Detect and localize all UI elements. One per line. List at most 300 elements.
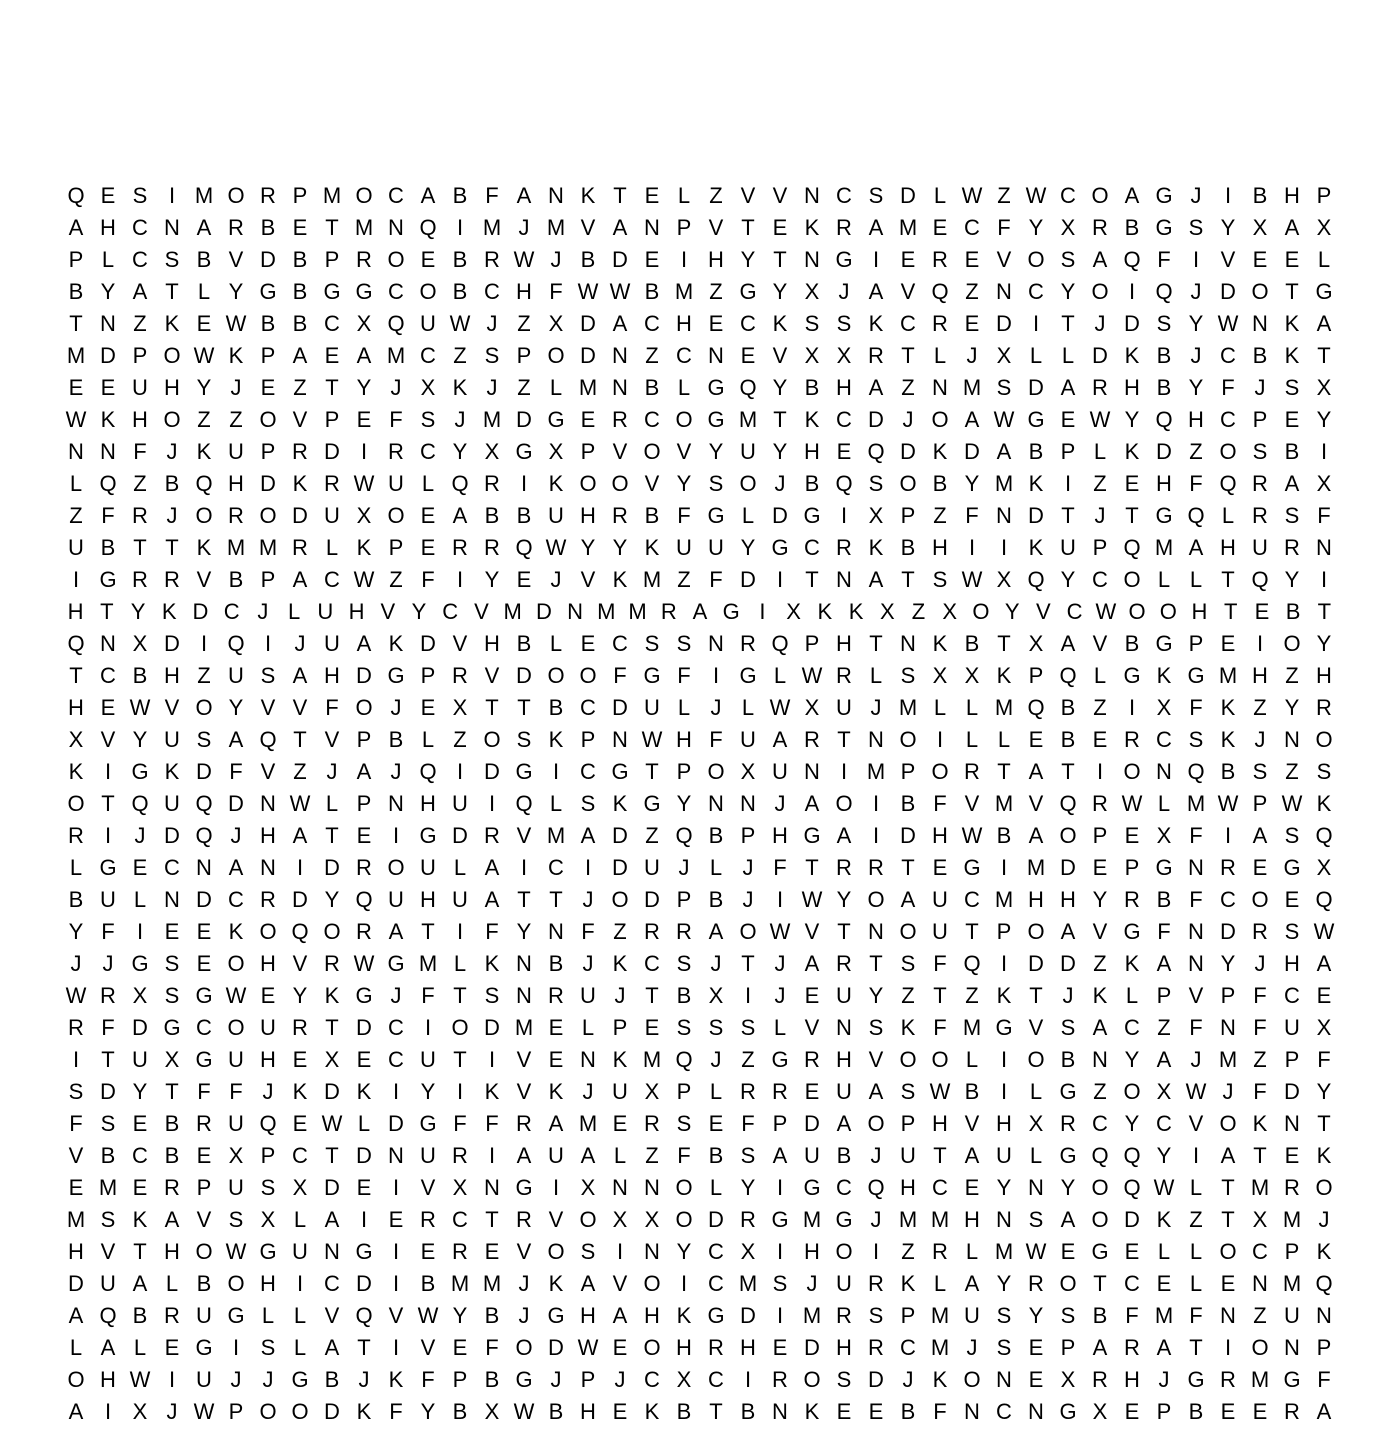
grid-letter: X xyxy=(868,503,884,528)
grid-letter: M xyxy=(1154,1303,1174,1328)
grid-letter: V xyxy=(804,1015,820,1040)
grid-letter: X xyxy=(836,343,852,368)
grid-letter: V xyxy=(1188,983,1204,1008)
grid-letter: G xyxy=(739,279,757,304)
grid-letter: B xyxy=(900,791,916,816)
grid-letter: W xyxy=(961,567,983,592)
grid-letter: M xyxy=(802,1303,822,1328)
grid-letter: S xyxy=(1060,247,1076,272)
grid-letter: Z xyxy=(933,503,947,528)
grid-letter: E xyxy=(804,983,820,1008)
grid-letter: U xyxy=(1060,535,1076,560)
grid-letter: A xyxy=(516,1143,532,1168)
grid-letter: L xyxy=(1189,1239,1203,1264)
grid-letter: R xyxy=(660,599,677,624)
grid-letter: U xyxy=(292,1239,308,1264)
grid-letter: E xyxy=(1092,727,1108,752)
grid-letter: W xyxy=(129,1367,151,1392)
grid-letter: E xyxy=(964,311,980,336)
grid-letter: E xyxy=(836,439,852,464)
grid-letter: A xyxy=(708,919,724,944)
grid-letter: A xyxy=(1316,1399,1332,1424)
grid-letter: B xyxy=(1060,727,1076,752)
grid-letter: R xyxy=(1252,919,1268,944)
grid-letter: C xyxy=(836,183,852,208)
grid-letter: K xyxy=(996,663,1012,688)
grid-letter: U xyxy=(836,983,852,1008)
grid-letter: Y xyxy=(228,695,244,720)
grid-letter: U xyxy=(1284,1303,1300,1328)
grid-letter: U xyxy=(676,535,692,560)
grid-letter: O xyxy=(227,1015,245,1040)
grid-letter: Q xyxy=(67,183,85,208)
grid-letter: V xyxy=(260,695,276,720)
grid-letter: B xyxy=(484,503,500,528)
grid-letter: W xyxy=(225,983,247,1008)
grid-letter: E xyxy=(100,375,116,400)
grid-letter: I xyxy=(360,439,368,464)
grid-letter: Z xyxy=(293,375,307,400)
grid-letter: L xyxy=(677,183,691,208)
grid-letter: H xyxy=(132,407,148,432)
grid-letter: Y xyxy=(1060,1175,1076,1200)
grid-letter: O xyxy=(451,1015,469,1040)
grid-letter: J xyxy=(1254,951,1266,976)
grid-letter: E xyxy=(68,1175,84,1200)
grid-letter: D xyxy=(260,471,276,496)
grid-letter: G xyxy=(515,439,533,464)
grid-letter: K xyxy=(804,1399,820,1424)
grid-row xyxy=(60,1108,1340,1140)
grid-letter: N xyxy=(1156,759,1172,784)
grid-letter: J xyxy=(166,439,178,464)
grid-letter: A xyxy=(1092,1335,1108,1360)
grid-letter: I xyxy=(680,247,688,272)
grid-letter: K xyxy=(848,599,864,624)
grid-letter: U xyxy=(1252,535,1268,560)
grid-letter: J xyxy=(390,759,402,784)
grid-letter: E xyxy=(708,1111,724,1136)
grid-letter: D xyxy=(740,1303,756,1328)
grid-letter: I xyxy=(488,1047,496,1072)
grid-letter: R xyxy=(932,1239,948,1264)
grid-letter: L xyxy=(549,791,563,816)
grid-letter: B xyxy=(260,311,276,336)
grid-letter: O xyxy=(899,919,917,944)
grid-row xyxy=(60,404,1340,436)
grid-letter: O xyxy=(355,183,373,208)
grid-letter: C xyxy=(900,1335,916,1360)
grid-letter: S xyxy=(580,791,596,816)
grid-letter: Z xyxy=(965,983,979,1008)
grid-letter: G xyxy=(355,983,373,1008)
grid-letter: H xyxy=(1220,535,1236,560)
grid-letter: P xyxy=(228,1399,244,1424)
grid-letter: A xyxy=(484,887,500,912)
grid-letter: G xyxy=(387,663,405,688)
grid-letter: O xyxy=(323,919,341,944)
grid-letter: E xyxy=(132,1175,148,1200)
grid-letter: T xyxy=(1125,503,1139,528)
grid-letter: S xyxy=(740,1015,756,1040)
grid-letter: G xyxy=(771,1207,789,1232)
grid-letter: W xyxy=(1121,791,1143,816)
grid-letter: R xyxy=(1220,1367,1236,1392)
grid-letter: I xyxy=(392,1175,400,1200)
grid-letter: B xyxy=(964,1079,980,1104)
grid-letter: X xyxy=(484,1399,500,1424)
grid-letter: R xyxy=(676,919,692,944)
grid-letter: H xyxy=(996,1111,1012,1136)
grid-letter: C xyxy=(420,343,436,368)
grid-letter: G xyxy=(707,503,725,528)
grid-letter: D xyxy=(1092,343,1108,368)
grid-letter: X xyxy=(612,1207,628,1232)
grid-letter: T xyxy=(837,919,851,944)
grid-letter: O xyxy=(1123,759,1141,784)
grid-letter: A xyxy=(580,823,596,848)
grid-letter: S xyxy=(1188,215,1204,240)
grid-row xyxy=(60,500,1340,532)
grid-letter: W xyxy=(929,1079,951,1104)
grid-letter: X xyxy=(1156,823,1172,848)
grid-letter: I xyxy=(168,183,176,208)
grid-letter: Z xyxy=(69,503,83,528)
grid-letter: Y xyxy=(324,887,340,912)
grid-letter: D xyxy=(516,663,532,688)
grid-letter: N xyxy=(196,855,212,880)
grid-letter: M xyxy=(994,695,1014,720)
grid-letter: M xyxy=(226,535,246,560)
grid-letter: G xyxy=(515,1175,533,1200)
grid-letter: S xyxy=(420,407,436,432)
grid-letter: J xyxy=(1254,375,1266,400)
grid-letter: B xyxy=(292,279,308,304)
grid-letter: S xyxy=(1284,503,1300,528)
grid-letter: W xyxy=(961,183,983,208)
grid-letter: A xyxy=(228,727,244,752)
grid-letter: M xyxy=(930,1303,950,1328)
grid-letter: T xyxy=(1253,1143,1267,1168)
grid-letter: K xyxy=(388,631,404,656)
grid-letter: Z xyxy=(133,471,147,496)
grid-letter: K xyxy=(100,407,116,432)
grid-letter: I xyxy=(1064,471,1072,496)
grid-letter: E xyxy=(644,183,660,208)
grid-letter: G xyxy=(259,1239,277,1264)
grid-letter: O xyxy=(1027,247,1045,272)
grid-letter: T xyxy=(901,567,915,592)
grid-letter: U xyxy=(740,727,756,752)
grid-letter: S xyxy=(932,567,948,592)
grid-letter: L xyxy=(997,727,1011,752)
grid-letter: A xyxy=(804,791,820,816)
grid-letter: V xyxy=(474,599,489,624)
grid-letter: K xyxy=(164,759,180,784)
grid-letter: H xyxy=(1316,663,1332,688)
grid-letter: N xyxy=(804,183,820,208)
grid-letter: Q xyxy=(867,439,885,464)
grid-letter: K xyxy=(1028,471,1044,496)
grid-letter: S xyxy=(996,1335,1012,1360)
grid-letter: U xyxy=(548,1143,564,1168)
grid-letter: J xyxy=(902,1367,914,1392)
grid-letter: F xyxy=(709,567,723,592)
grid-letter: E xyxy=(612,1335,628,1360)
grid-letter: T xyxy=(453,983,467,1008)
grid-letter: A xyxy=(548,1111,564,1136)
grid-letter: V xyxy=(772,183,788,208)
grid-letter: M xyxy=(354,215,374,240)
grid-letter: N xyxy=(388,1143,404,1168)
grid-letter: I xyxy=(488,1143,496,1168)
grid-row xyxy=(60,468,1340,500)
grid-letter: E xyxy=(1124,823,1140,848)
grid-letter: D xyxy=(900,823,916,848)
grid-letter: C xyxy=(324,567,340,592)
grid-letter: T xyxy=(805,567,819,592)
grid-letter: E xyxy=(260,983,276,1008)
grid-letter: Q xyxy=(195,791,213,816)
grid-letter: S xyxy=(708,471,724,496)
grid-letter: A xyxy=(1124,183,1140,208)
grid-letter: C xyxy=(804,535,820,560)
grid-letter: B xyxy=(164,471,180,496)
grid-letter: V xyxy=(740,183,756,208)
grid-letter: U xyxy=(132,1047,148,1072)
grid-letter: F xyxy=(229,1079,243,1104)
grid-letter: C xyxy=(324,311,340,336)
grid-letter: C xyxy=(164,855,180,880)
grid-letter: O xyxy=(707,759,725,784)
grid-letter: O xyxy=(611,471,629,496)
grid-letter: P xyxy=(1060,1335,1076,1360)
grid-letter: A xyxy=(484,855,500,880)
grid-row xyxy=(60,596,1340,628)
grid-letter: Y xyxy=(1316,631,1332,656)
grid-letter: A xyxy=(772,1143,788,1168)
grid-letter: V xyxy=(644,471,660,496)
grid-letter: J xyxy=(294,631,306,656)
grid-letter: R xyxy=(644,1111,660,1136)
grid-letter: O xyxy=(803,1367,821,1392)
grid-row xyxy=(60,244,1340,276)
grid-letter: Y xyxy=(420,1399,436,1424)
grid-letter: X xyxy=(68,727,84,752)
grid-letter: C xyxy=(1092,1111,1108,1136)
grid-letter: N xyxy=(1284,727,1300,752)
grid-letter: M xyxy=(994,887,1014,912)
grid-letter: O xyxy=(227,1271,245,1296)
grid-letter: F xyxy=(1253,1079,1267,1104)
grid-letter: R xyxy=(740,1079,756,1104)
grid-letter: O xyxy=(1091,183,1109,208)
grid-letter: G xyxy=(643,791,661,816)
grid-letter: D xyxy=(580,343,596,368)
grid-letter: S xyxy=(260,1175,276,1200)
grid-letter: A xyxy=(164,1207,180,1232)
grid-letter: U xyxy=(900,1143,916,1168)
grid-letter: L xyxy=(101,247,115,272)
grid-letter: U xyxy=(228,439,244,464)
grid-letter: Z xyxy=(645,343,659,368)
grid-letter: H xyxy=(676,727,692,752)
grid-letter: I xyxy=(712,663,720,688)
grid-letter: C xyxy=(644,1367,660,1392)
grid-row xyxy=(60,276,1340,308)
grid-letter: E xyxy=(1156,1271,1172,1296)
grid-letter: B xyxy=(324,1367,340,1392)
grid-letter: S xyxy=(1252,439,1268,464)
grid-letter: Y xyxy=(1220,215,1236,240)
grid-letter: B xyxy=(1285,599,1301,624)
grid-letter: C xyxy=(388,1015,404,1040)
grid-letter: R xyxy=(388,439,404,464)
grid-letter: I xyxy=(1192,247,1200,272)
grid-letter: O xyxy=(1059,1271,1077,1296)
grid-letter: G xyxy=(1155,215,1173,240)
grid-letter: M xyxy=(322,183,342,208)
grid-letter: E xyxy=(1316,983,1332,1008)
grid-letter: D xyxy=(484,759,500,784)
grid-letter: Y xyxy=(228,279,244,304)
grid-letter: E xyxy=(388,1207,404,1232)
grid-letter: B xyxy=(932,471,948,496)
grid-letter: N xyxy=(612,343,628,368)
grid-letter: A xyxy=(388,919,404,944)
grid-letter: C xyxy=(223,599,240,624)
grid-letter: K xyxy=(356,1079,372,1104)
grid-letter: I xyxy=(392,1079,400,1104)
grid-letter: T xyxy=(101,1047,115,1072)
grid-letter: Y xyxy=(676,1239,692,1264)
grid-letter: F xyxy=(1253,983,1267,1008)
grid-letter: B xyxy=(292,247,308,272)
grid-letter: O xyxy=(387,247,405,272)
grid-letter: R xyxy=(1252,503,1268,528)
grid-letter: T xyxy=(1223,599,1238,624)
grid-letter: Q xyxy=(1219,471,1237,496)
grid-letter: C xyxy=(964,887,980,912)
grid-letter: L xyxy=(1189,1175,1203,1200)
grid-letter: R xyxy=(836,663,852,688)
grid-letter: O xyxy=(1059,823,1077,848)
grid-letter: N xyxy=(964,1399,980,1424)
grid-letter: B xyxy=(1284,439,1300,464)
grid-letter: Y xyxy=(1188,311,1204,336)
grid-letter: T xyxy=(133,1239,147,1264)
grid-letter: X xyxy=(1252,1207,1268,1232)
grid-letter: S xyxy=(676,631,692,656)
grid-letter: E xyxy=(612,1111,628,1136)
grid-letter: J xyxy=(1190,1047,1202,1072)
grid-letter: I xyxy=(520,471,528,496)
grid-letter: Y xyxy=(356,375,372,400)
grid-letter: Y xyxy=(1092,887,1108,912)
grid-letter: M xyxy=(898,1207,918,1232)
grid-letter: K xyxy=(548,1079,564,1104)
grid-letter: E xyxy=(420,247,436,272)
grid-letter: P xyxy=(1188,631,1204,656)
grid-letter: J xyxy=(230,1367,242,1392)
grid-letter: F xyxy=(549,279,563,304)
grid-letter: C xyxy=(132,215,148,240)
grid-letter: D xyxy=(1156,439,1172,464)
grid-letter: D xyxy=(356,1143,372,1168)
grid-letter: E xyxy=(580,407,596,432)
grid-letter: E xyxy=(196,311,212,336)
grid-letter: L xyxy=(288,599,301,624)
grid-letter: Y xyxy=(1284,695,1300,720)
grid-letter: P xyxy=(516,343,532,368)
grid-letter: K xyxy=(548,727,564,752)
grid-letter: N xyxy=(100,311,116,336)
grid-letter: P xyxy=(260,1143,276,1168)
grid-letter: S xyxy=(868,471,884,496)
grid-letter: F xyxy=(965,503,979,528)
grid-letter: T xyxy=(325,823,339,848)
grid-letter: X xyxy=(644,1207,660,1232)
grid-letter: J xyxy=(710,1047,722,1072)
grid-letter: D xyxy=(228,791,244,816)
grid-letter: Z xyxy=(677,567,691,592)
grid-letter: C xyxy=(836,1175,852,1200)
grid-letter: N xyxy=(996,279,1012,304)
grid-letter: Z xyxy=(741,1047,755,1072)
grid-letter: B xyxy=(132,1303,148,1328)
grid-letter: W xyxy=(513,247,535,272)
grid-letter: M xyxy=(1026,855,1046,880)
grid-letter: P xyxy=(676,759,692,784)
grid-letter: K xyxy=(900,1015,916,1040)
grid-letter: L xyxy=(453,855,467,880)
grid-letter: O xyxy=(67,1367,85,1392)
grid-letter: S xyxy=(132,183,148,208)
grid-letter: L xyxy=(293,1335,307,1360)
grid-letter: R xyxy=(836,1303,852,1328)
grid-letter: R xyxy=(260,183,276,208)
grid-letter: P xyxy=(68,247,84,272)
grid-letter: Z xyxy=(997,183,1011,208)
grid-letter: J xyxy=(390,695,402,720)
grid-letter: P xyxy=(740,823,756,848)
grid-letter: Q xyxy=(1123,247,1141,272)
grid-letter: H xyxy=(932,1111,948,1136)
grid-letter: Y xyxy=(1060,279,1076,304)
grid-letter: L xyxy=(197,279,211,304)
grid-letter: P xyxy=(900,759,916,784)
grid-letter: I xyxy=(776,1175,784,1200)
grid-letter: U xyxy=(804,1143,820,1168)
grid-letter: R xyxy=(452,1239,468,1264)
grid-letter: A xyxy=(452,503,468,528)
grid-letter: G xyxy=(1155,855,1173,880)
grid-letter: A xyxy=(868,215,884,240)
grid-letter: D xyxy=(1060,855,1076,880)
grid-letter: G xyxy=(99,855,117,880)
grid-letter: O xyxy=(67,791,85,816)
grid-letter: R xyxy=(132,567,148,592)
grid-letter: K xyxy=(612,1047,628,1072)
grid-letter: W xyxy=(1313,919,1335,944)
grid-letter: G xyxy=(1315,279,1333,304)
grid-letter: F xyxy=(389,1399,403,1424)
grid-letter: I xyxy=(776,1303,784,1328)
grid-letter: Y xyxy=(452,1303,468,1328)
grid-letter: K xyxy=(644,535,660,560)
grid-letter: B xyxy=(1252,183,1268,208)
grid-letter: Y xyxy=(836,887,852,912)
